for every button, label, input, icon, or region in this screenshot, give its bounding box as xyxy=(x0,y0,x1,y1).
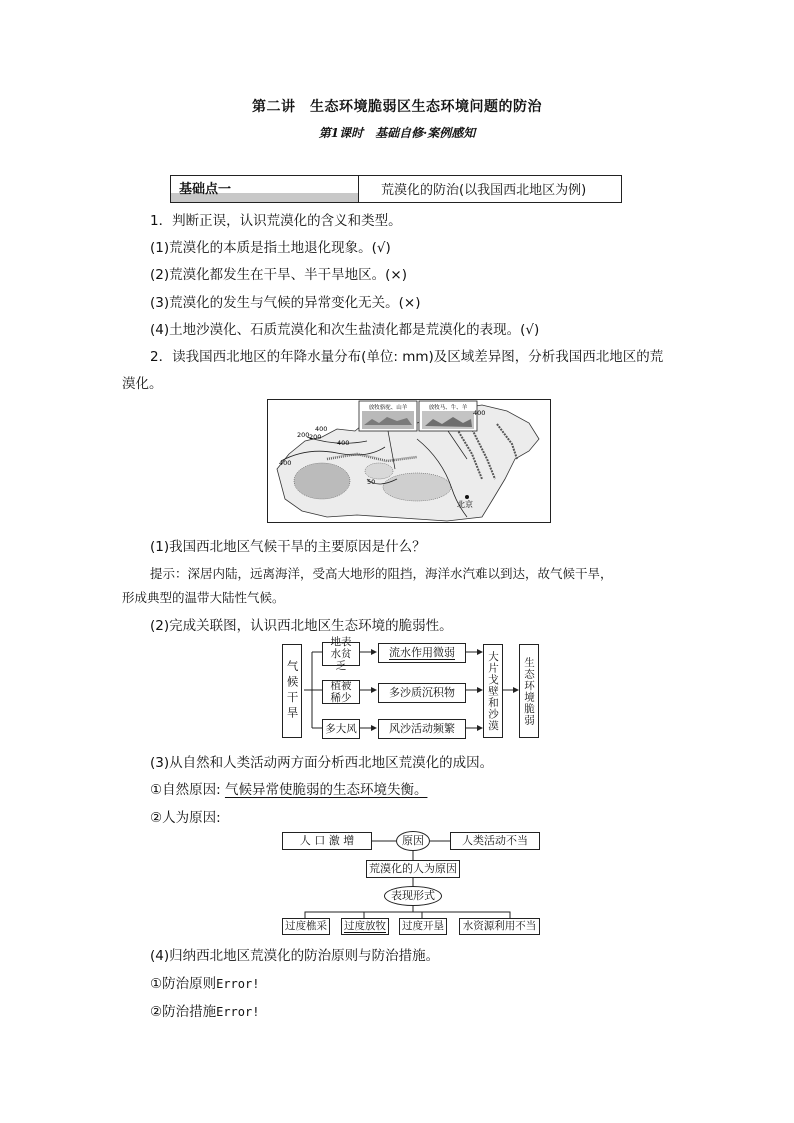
topic-label-cell xyxy=(171,176,359,202)
hint-line1: 提示：深居内陆，远离海洋，受高大地形的阻挡，海洋水汽难以到达，故气候干旱， xyxy=(150,566,613,581)
flow-effect-text: 流水作用微弱 xyxy=(389,645,455,659)
q1-item-3: (3)荒漠化的发生与气候的异常变化无关。(×) xyxy=(150,295,421,311)
q1-item-4: (4)土地沙漠化、石质荒漠化和次生盐渍化都是荒漠化的表现。(√) xyxy=(150,322,540,338)
natural-cause xyxy=(150,778,427,798)
measure-value: Error! xyxy=(216,1005,260,1019)
flow-mid-box: 多大风 xyxy=(322,719,360,739)
q2-sub1: (1)我国西北地区气候干旱的主要原因是什么？ xyxy=(150,539,426,555)
flow-source-box: 气候干旱 xyxy=(282,644,302,738)
q2-sub4: (4)归纳西北地区荒漠化的防治原则与防治措施。 xyxy=(150,948,440,964)
flow2-forms-ellipse: 表现形式 xyxy=(384,886,442,906)
q1-item-2: (2)荒漠化都发生在干旱、半干旱地区。(×) xyxy=(150,267,407,283)
map-photo2-caption: 放牧马、牛、羊 xyxy=(428,405,468,411)
topic-name: 荒漠化的防治(以我国西北地区为例) xyxy=(381,183,587,198)
flow2-right-box: 人类活动不当 xyxy=(450,832,540,850)
page-subtitle: 第1课时 基础自修·案例感知 xyxy=(318,126,476,140)
flow2-left-box: 人 口 激 增 xyxy=(282,832,372,850)
contour-label: 400 xyxy=(279,459,292,467)
principle-value: Error! xyxy=(216,977,260,991)
flow2-item-box: 水资源利用不当 xyxy=(459,918,540,935)
natural-cause-answer: 气候异常使脆弱的生态环境失衡。 xyxy=(224,782,428,798)
principle-label: ①防治原则 xyxy=(150,976,217,992)
flow2-item-box xyxy=(341,918,389,935)
q2-stem-line2: 漠化。 xyxy=(122,376,163,392)
flow-effect-box: 多沙质沉积物 xyxy=(378,683,466,703)
flow-result-box: 大片戈壁和沙漠 xyxy=(483,644,503,738)
q2-stem-line1: 2．读我国西北地区的年降水量分布(单位: mm)及区域差异图，分析我国西北地区的荒 xyxy=(150,349,664,365)
flow-mid-box: 植被稀少 xyxy=(322,680,360,704)
q2-sub2: (2)完成关联图，认识西北地区生态环境的脆弱性。 xyxy=(150,618,453,634)
contour-label: 200 xyxy=(309,433,322,441)
natural-cause-label: ①自然原因: xyxy=(150,782,225,798)
flow2-item-box: 过度樵采 xyxy=(282,918,330,935)
contour-label: 50 xyxy=(367,478,376,486)
flow2-item-box: 过度开垦 xyxy=(399,918,447,935)
flow-effect-box: 风沙活动频繁 xyxy=(378,719,466,739)
contour-label: 200 xyxy=(297,431,310,439)
flow2-item-text: 过度放牧 xyxy=(344,920,386,933)
flow-final-box: 生态环境脆弱 xyxy=(519,644,539,738)
page-title: 第二讲 生态环境脆弱区生态环境问题的防治 xyxy=(252,99,542,115)
northwest-precipitation-map xyxy=(267,399,551,523)
contour-label: 400 xyxy=(315,425,328,433)
flow-mid-box: 地表水贫乏 xyxy=(322,642,360,666)
flow-effect-box xyxy=(378,643,466,663)
contour-label: 400 xyxy=(473,409,486,417)
contour-label: 400 xyxy=(337,439,350,447)
q1-stem: 1．判断正误，认识荒漠化的含义和类型。 xyxy=(150,213,402,229)
topic-label: 基础点一 xyxy=(179,182,232,197)
flow2-mid-box: 荒漠化的人为原因 xyxy=(366,860,460,878)
map-photo1-caption: 放牧骆驼、山羊 xyxy=(368,405,408,411)
hint-line2: 形成典型的温带大陆性气候。 xyxy=(122,590,285,605)
q1-item-1: (1)荒漠化的本质是指土地退化现象。(√) xyxy=(150,240,391,256)
human-cause-label: ②人为原因: xyxy=(150,810,221,826)
map-city-label: 北京 xyxy=(457,500,473,509)
measure-line xyxy=(150,1000,259,1020)
topic-table xyxy=(170,175,622,203)
q2-sub3: (3)从自然和人类活动两方面分析西北地区荒漠化的成因。 xyxy=(150,755,494,771)
flow2-center-ellipse: 原因 xyxy=(396,831,430,851)
measure-label: ②防治措施 xyxy=(150,1004,217,1020)
principle-line xyxy=(150,972,259,992)
